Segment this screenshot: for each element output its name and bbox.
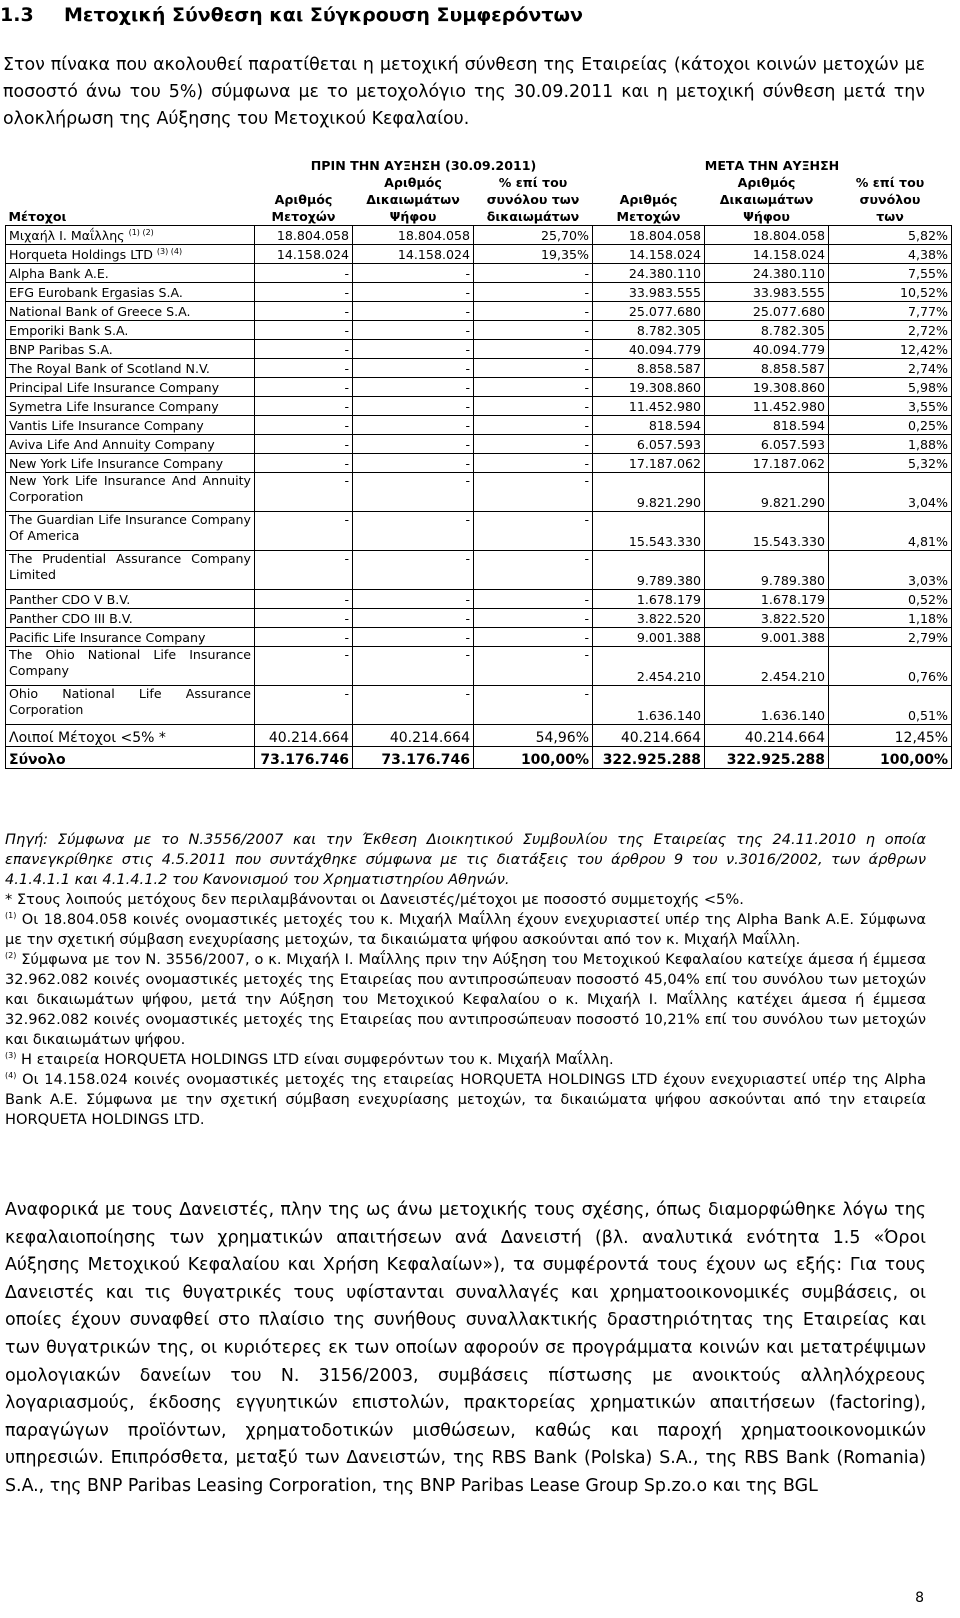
cell-votes-before: - [353,264,474,283]
cell-shares-after: 3.822.520 [593,609,705,628]
shareholder-table [5,157,952,769]
cell-shares-after: 11.452.980 [593,397,705,416]
col-shareholders: Μέτοχοι [8,209,67,224]
cell-votes-before: - [353,435,474,454]
shareholder-name: Horqueta Holdings LTD $^{(3) (4)}$ [6,245,255,264]
table-row [6,416,952,435]
cell-pct-after: 10,52% [829,283,952,302]
table-row [6,609,952,628]
shareholder-name: Principal Life Insurance Company [6,378,255,397]
cell-votes-after: 9.789.380 [705,551,829,590]
cell-shares-before: - [255,302,353,321]
cell-pct-before: - [474,302,593,321]
cell-shares-before: - [255,378,353,397]
cell-votes-after: 17.187.062 [705,454,829,473]
cell-pct-after: 1,18% [829,609,952,628]
cell-pct-after: 3,04% [829,473,952,512]
cell-pct-before: 25,70% [474,226,593,245]
cell-pct-before: 19,35% [474,245,593,264]
cell-shares-after: 19.308.860 [593,378,705,397]
cell-shares-after: 40.214.664 [593,725,705,747]
table-body [6,226,952,769]
cell-votes-before: - [353,454,474,473]
intro-paragraph: Στον πίνακα που ακολουθεί παρατίθεται η μετοχική σύνθεση της Εταιρείας (κάτοχοι κοινών μετοχών με ποσοστό άνω του 5%) σύμφωνα με το μετοχολόγιο της 30.09.2011 και η μετοχική σύνθεση μετά την ολοκλήρωση της Αύξησης του Μετοχικού Κεφαλαίου. [3,55,925,129]
cell-votes-after: 15.543.330 [705,512,829,551]
table-row [6,245,952,264]
shareholder-name: New York Life Insurance Company [6,454,255,473]
cell-pct-before: - [474,628,593,647]
table-row [6,226,952,245]
cell-votes-after: 24.380.110 [705,264,829,283]
cell-shares-before: - [255,359,353,378]
cell-shares-before: 73.176.746 [255,747,353,769]
cell-shares-after: 9.821.290 [593,473,705,512]
shareholder-name: EFG Eurobank Ergasias S.A. [6,283,255,302]
cell-pct-after: 2,72% [829,321,952,340]
cell-pct-before: - [474,512,593,551]
cell-votes-after: 40.094.779 [705,340,829,359]
cell-pct-after: 12,45% [829,725,952,747]
cell-shares-after: 33.983.555 [593,283,705,302]
closing-paragraph: Αναφορικά με τους Δανειστές, πλην της ως άνω μετοχικής τους σχέσης, όπως διαμορφώθηκε λόγω της κεφαλαιοποίησης των χρηματικών απαιτήσεων ανά Δανειστή (βλ. αναλυτικά ενότητα 1.5 «Όροι Αύξησης Μετοχικού Κεφαλαίου και Χρήση Κεφαλαίων»), τα συμφέροντά τους έχουν ως εξής: Για τους Δανειστές και τις θυγατρικές τους υφίστανται συναλλαγές και χρηματοοικονομικές συμβάσεις, οι οποίες έχουν συναφθεί στο πλαίσιο της συνήθους συναλλακτικής δραστηριότητας της Εταιρείας και των θυγατρικών της, οι κυριότερες εκ των οποίων αφορούν σε προγράμματα κοινών και μετατρέψιμων ομολογιακών δανείων του Ν. 3156/2003, συμβάσεις πίστωσης με ανοικτούς αλληλόχρεους λογαριασμούς, έκδοσης εγγυητικών επιστολών, πρακτορείας χρηματικών απαιτήσεων (factoring), παραγώγων προϊόντων, χρηματοδοτικών μισθώσεων, καθώς και παροχή χρηματοοικονομικών υπηρεσιών. Επιπρόσθετα, μεταξύ των Δανειστών, της RBS Bank (Polska) S.A., της RBS Bank (Romania) S.A., της BNP Paribas Leasing Corporation, της BNP Paribas Lease Group Sp.zo.o και της BGL [5,1200,926,1496]
cell-shares-after: 17.187.062 [593,454,705,473]
shareholder-name: BNP Paribas S.A. [6,340,255,359]
table-row [6,551,952,590]
cell-votes-before: - [353,378,474,397]
footnote-3: $^{(3)}$ Η εταιρεία HORQUETA HOLDINGS LTD είναι συμφερόντων του κ. Μιχαήλ Μαΐλλη. [5,1051,614,1068]
cell-votes-after: 6.057.593 [705,435,829,454]
cell-shares-after: 1.678.179 [593,590,705,609]
shareholder-name: Emporiki Bank S.A. [6,321,255,340]
cell-shares-after: 9.001.388 [593,628,705,647]
shareholder-name: Pacific Life Insurance Company [6,628,255,647]
cell-shares-before: - [255,590,353,609]
cell-shares-before: - [255,647,353,686]
cell-pct-after: 0,76% [829,647,952,686]
cell-votes-before: - [353,302,474,321]
shareholder-name: National Bank of Greece S.A. [6,302,255,321]
cell-pct-before: - [474,359,593,378]
table-row [6,473,952,512]
cell-votes-after: 1.678.179 [705,590,829,609]
cell-pct-before: 100,00% [474,747,593,769]
total-row [6,747,952,769]
cell-shares-after: 322.925.288 [593,747,705,769]
cell-votes-before: - [353,628,474,647]
cell-shares-after: 24.380.110 [593,264,705,283]
cell-votes-before: - [353,416,474,435]
cell-shares-before: - [255,454,353,473]
cell-shares-before: - [255,551,353,590]
cell-shares-after: 25.077.680 [593,302,705,321]
cell-votes-before: 40.214.664 [353,725,474,747]
cell-pct-after: 0,25% [829,416,952,435]
cell-shares-after: 9.789.380 [593,551,705,590]
shareholder-name: Σύνολο [6,747,255,769]
cell-shares-before: - [255,512,353,551]
shareholder-name: Λοιποί Μέτοχοι <5% * [6,725,255,747]
cell-votes-before: - [353,340,474,359]
shareholder-name: Panther CDO V B.V. [6,590,255,609]
cell-pct-before: - [474,647,593,686]
cell-votes-after: 14.158.024 [705,245,829,264]
cell-shares-before: - [255,264,353,283]
cell-pct-after: 1,88% [829,435,952,454]
cell-pct-after: 5,98% [829,378,952,397]
cell-votes-after: 19.308.860 [705,378,829,397]
table-row [6,321,952,340]
cell-votes-after: 18.804.058 [705,226,829,245]
shareholder-name: The Royal Bank of Scotland N.V. [6,359,255,378]
cell-pct-before: - [474,321,593,340]
cell-votes-after: 322.925.288 [705,747,829,769]
cell-shares-after: 18.804.058 [593,226,705,245]
cell-shares-before: - [255,340,353,359]
cell-pct-before: - [474,609,593,628]
col-shares-before: Αριθμός Μετοχών [271,192,336,224]
cell-votes-after: 818.594 [705,416,829,435]
cell-pct-before: 54,96% [474,725,593,747]
col-pct-after: % επί του συνόλου των [855,175,925,224]
group-after-increase: ΜΕΤΑ ΤΗΝ ΑΥΞΗΣΗ [704,158,840,173]
cell-votes-before: 18.804.058 [353,226,474,245]
table-row [6,283,952,302]
cell-votes-before: - [353,686,474,725]
cell-shares-after: 40.094.779 [593,340,705,359]
cell-shares-after: 14.158.024 [593,245,705,264]
table-row [6,397,952,416]
cell-shares-after: 8.782.305 [593,321,705,340]
shareholder-name: Symetra Life Insurance Company [6,397,255,416]
cell-pct-before: - [474,416,593,435]
cell-pct-after: 4,38% [829,245,952,264]
cell-votes-after: 8.782.305 [705,321,829,340]
cell-pct-after: 3,03% [829,551,952,590]
cell-votes-after: 9.001.388 [705,628,829,647]
cell-pct-after: 7,77% [829,302,952,321]
cell-shares-after: 818.594 [593,416,705,435]
table-row [6,454,952,473]
cell-pct-before: - [474,283,593,302]
col-votes-after: Αριθμός Δικαιωμάτων Ψήφου [719,175,814,224]
table-row [6,686,952,725]
cell-pct-before: - [474,686,593,725]
cell-shares-before: - [255,686,353,725]
cell-shares-after: 2.454.210 [593,647,705,686]
table-row [6,512,952,551]
shareholder-name: The Guardian Life Insurance Company Of America [6,512,255,551]
cell-votes-before: 14.158.024 [353,245,474,264]
star-note: * Στους λοιπούς μετόχους δεν περιλαμβάνονται οι Δανειστές/μέτοχοι με ποσοστό συμμετοχής <5%. [5,891,744,908]
shareholder-name: New York Life Insurance And Annuity Corporation [6,473,255,512]
cell-votes-after: 8.858.587 [705,359,829,378]
cell-pct-after: 100,00% [829,747,952,769]
cell-shares-after: 15.543.330 [593,512,705,551]
cell-votes-before: - [353,647,474,686]
footnote-4: $^{(4)}$ Οι 14.158.024 κοινές ονομαστικές μετοχές της εταιρείας HORQUETA HOLDINGS LTD έχουν ενεχυριαστεί υπέρ της Alpha Bank A.E. Σύμφωνα με την σχετική σύμβαση ενεχυρίασης μετοχών, τα δικαιώματα ψήφου ασκούνται από την εταιρεία HORQUETA HOLDINGS LTD. [5,1071,927,1128]
cell-shares-after: 6.057.593 [593,435,705,454]
cell-pct-after: 0,51% [829,686,952,725]
cell-shares-after: 1.636.140 [593,686,705,725]
cell-votes-before: - [353,551,474,590]
footnote-1: $^{(1)}$ Οι 18.804.058 κοινές ονομαστικές μετοχές του κ. Μιχαήλ Μαΐλλη έχουν ενεχυριαστεί υπέρ της Alpha Bank A.E. Σύμφωνα με την σχετική σύμβαση ενεχυρίασης μετοχών, τα δικαιώματα ψήφου ασκούνται από τον κ. Μιχαήλ Μαΐλλη. [5,911,926,948]
cell-shares-before: - [255,283,353,302]
group-before-increase: ΠΡΙΝ ΤΗΝ ΑΥΞΗΣΗ (30.09.2011) [310,158,537,173]
section-heading [0,4,583,26]
cell-shares-before: - [255,609,353,628]
cell-votes-before: - [353,283,474,302]
shareholder-name: Alpha Bank A.E. [6,264,255,283]
table-row [6,359,952,378]
cell-shares-before: - [255,321,353,340]
shareholder-name: Panther CDO III B.V. [6,609,255,628]
cell-pct-before: - [474,340,593,359]
col-shares-after: Αριθμός Μετοχών [616,192,681,224]
table-row [6,628,952,647]
cell-votes-after: 33.983.555 [705,283,829,302]
table-row [6,647,952,686]
cell-pct-after: 5,32% [829,454,952,473]
cell-votes-before: - [353,321,474,340]
col-pct-before: % επί του συνόλου των δικαιωμάτων [486,175,580,224]
cell-pct-after: 7,55% [829,264,952,283]
cell-pct-before: - [474,264,593,283]
shareholder-name: The Ohio National Life Insurance Company [6,647,255,686]
cell-pct-after: 5,82% [829,226,952,245]
cell-shares-before: - [255,473,353,512]
cell-pct-before: - [474,551,593,590]
cell-pct-before: - [474,590,593,609]
table-row [6,435,952,454]
section-number: 1.3 [0,4,34,26]
cell-pct-after: 2,74% [829,359,952,378]
cell-pct-before: - [474,378,593,397]
shareholder-name: Vantis Life Insurance Company [6,416,255,435]
page-number: 8 [915,1590,924,1606]
cell-shares-before: 40.214.664 [255,725,353,747]
table-row [6,340,952,359]
table-row [6,264,952,283]
cell-votes-before: - [353,397,474,416]
table-row [6,302,952,321]
cell-votes-after: 9.821.290 [705,473,829,512]
shareholder-name: Aviva Life And Annuity Company [6,435,255,454]
cell-pct-before: - [474,435,593,454]
cell-votes-before: - [353,590,474,609]
cell-shares-before: 14.158.024 [255,245,353,264]
cell-shares-before: - [255,435,353,454]
cell-pct-after: 3,55% [829,397,952,416]
cell-pct-before: - [474,473,593,512]
shareholder-name: Ohio National Life Assurance Corporation [6,686,255,725]
table-row [6,378,952,397]
col-votes-before: Αριθμός Δικαιωμάτων Ψήφου [366,175,460,224]
cell-votes-before: - [353,512,474,551]
cell-pct-before: - [474,397,593,416]
section-title: Μετοχική Σύνθεση και Σύγκρουση Συμφερόντων [64,4,583,26]
cell-votes-after: 2.454.210 [705,647,829,686]
cell-pct-after: 12,42% [829,340,952,359]
cell-shares-before: - [255,416,353,435]
source-note: Πηγή: Σύμφωνα με το Ν.3556/2007 και την Έκθεση Διοικητικού Συμβουλίου της Εταιρείας της 24.11.2010 η οποία επανεγκρίθηκε στις 4.5.2011 που συντάχθηκε σύμφωνα με τις διατάξεις του άρθρου 9 του ν.3016/2002, των άρθρων 4.1.4.1.1 και 4.1.4.1.2 του Κανονισμού του Χρηματιστηρίου Αθηνών. [5,831,926,888]
footnote-2: $^{(2)}$ Σύμφωνα με τον Ν. 3556/2007, ο κ. Μιχαήλ Ι. Μαΐλλης πριν την Αύξηση του Μετοχικού Κεφαλαίου κατείχε άμεσα ή έμμεσα 32.962.082 κοινές ονομαστικές μετοχές της Εταιρείας που αντιπροσώπευαν ποσοστό 45,04% επί του συνόλου των μετοχών και δικαιωμάτων ψήφου, μετά την Αύξηση του Μετοχικού Κεφαλαίου ο κ. Μιχαήλ Ι. Μαΐλλης κατέχει άμεσα ή έμμεσα 32.962.082 κοινές ονομαστικές μετοχές της Εταιρείας που αντιπροσώπευαν ποσοστό 10,21% επί του συνόλου των μετοχών και δικαιωμάτων ψήφου. [5,951,927,1048]
cell-shares-before: 18.804.058 [255,226,353,245]
cell-votes-before: - [353,359,474,378]
cell-votes-before: - [353,609,474,628]
cell-votes-after: 11.452.980 [705,397,829,416]
table-header [6,157,952,226]
table-row [6,590,952,609]
cell-pct-after: 2,79% [829,628,952,647]
cell-votes-after: 25.077.680 [705,302,829,321]
cell-pct-after: 0,52% [829,590,952,609]
cell-shares-before: - [255,628,353,647]
cell-votes-after: 3.822.520 [705,609,829,628]
cell-votes-after: 1.636.140 [705,686,829,725]
cell-shares-after: 8.858.587 [593,359,705,378]
cell-votes-after: 40.214.664 [705,725,829,747]
cell-votes-before: 73.176.746 [353,747,474,769]
shareholder-name: Μιχαήλ Ι. Μαΐλλης $^{(1) (2)}$ [6,226,255,245]
cell-pct-before: - [474,454,593,473]
cell-pct-after: 4,81% [829,512,952,551]
shareholder-name: The Prudential Assurance Company Limited [6,551,255,590]
other-shareholders-row [6,725,952,747]
footnotes [5,830,926,1130]
cell-shares-before: - [255,397,353,416]
cell-votes-before: - [353,473,474,512]
